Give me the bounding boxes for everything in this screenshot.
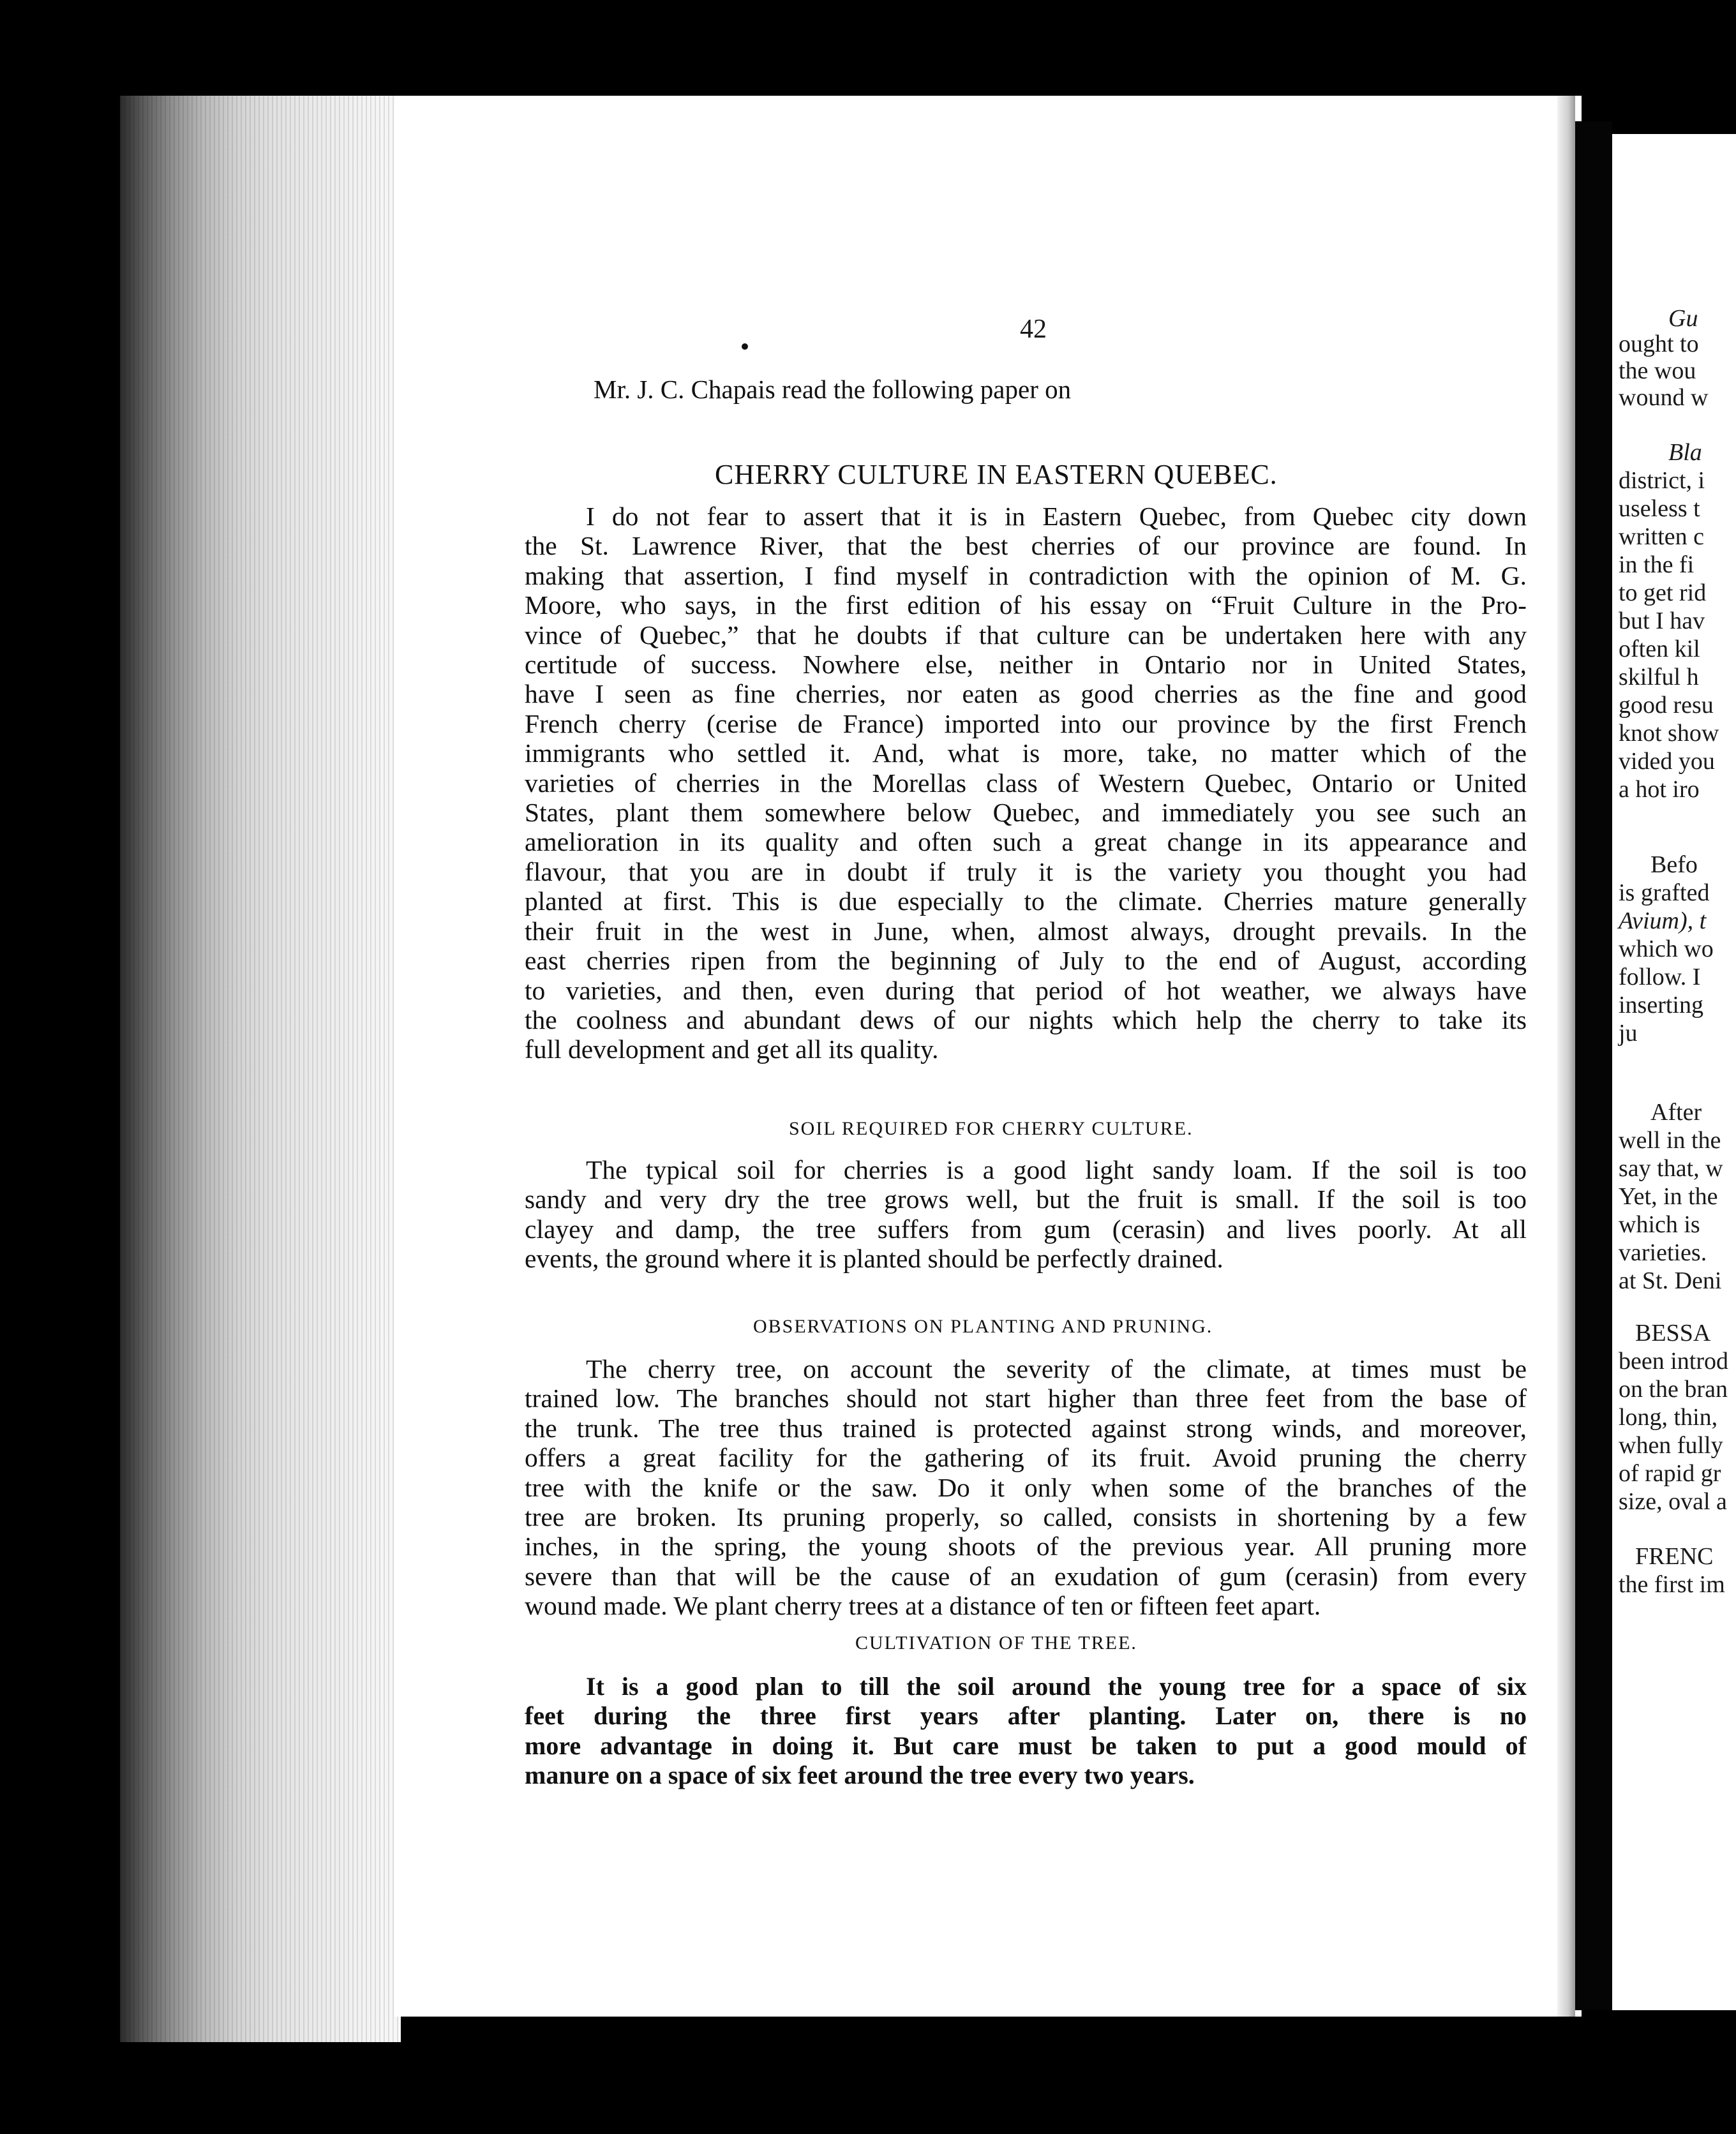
- facing-page-line: After: [1650, 1099, 1702, 1126]
- facing-page-line: vided you: [1619, 748, 1715, 775]
- text-line: the trunk. The tree thus trained is protected against strong winds, and moreover,: [525, 1413, 1527, 1443]
- paragraph-1: [525, 502, 1527, 1064]
- text-line: The cherry tree, on account the severity of the climate, at times must be: [586, 1354, 1527, 1384]
- facing-page-line: Befo: [1650, 851, 1698, 878]
- text-line: making that assertion, I find myself in contradiction with the opinion of M. G.: [525, 560, 1527, 590]
- facing-page-line: which is: [1619, 1211, 1700, 1238]
- facing-page-line: ought to: [1619, 331, 1699, 357]
- facing-page-line: in the fi: [1619, 551, 1695, 578]
- page-number: 42: [1020, 315, 1047, 344]
- text-line: trained low. The branches should not start higher than three feet from the base of: [525, 1384, 1527, 1414]
- facing-page-line: been introd: [1619, 1348, 1729, 1375]
- text-line: manure on a space of six feet around the tree every two years.: [525, 1761, 1195, 1790]
- section-heading-cultivation: CULTIVATION OF THE TREE.: [855, 1632, 1137, 1653]
- text-line: amelioration in its quality and often such a great change in its appearance and: [525, 827, 1527, 857]
- facing-page-line: a hot iro: [1619, 776, 1700, 803]
- facing-page-line: written c: [1619, 523, 1705, 550]
- ink-dot: [742, 343, 748, 350]
- text-line: the coolness and abundant dews of our nights which help the cherry to take its: [525, 1004, 1527, 1034]
- facing-page-line: BESSA: [1635, 1320, 1711, 1347]
- facing-page-line: inserting: [1619, 992, 1703, 1019]
- text-line: Moore, who says, in the first edition of his essay on “Fruit Culture in the Pro-: [525, 590, 1527, 620]
- text-line: sandy and very dry the tree grows well, but the fruit is small. If the soil is too: [525, 1184, 1527, 1214]
- text-line: east cherries ripen from the beginning of July to the end of August, according: [525, 946, 1527, 976]
- facing-page-line: FRENC: [1635, 1543, 1714, 1570]
- facing-page-line: when fully: [1619, 1432, 1723, 1459]
- facing-page-line: often kil: [1619, 636, 1700, 662]
- text-line: the St. Lawrence River, that the best cherries of our province are found. In: [525, 531, 1527, 561]
- text-line: French cherry (cerise de France) imported into our province by the first French: [525, 708, 1527, 738]
- facing-page-line: well in the: [1619, 1127, 1721, 1154]
- facing-page-line: on the bran: [1619, 1376, 1728, 1403]
- text-line: flavour, that you are in doubt if truly it is the variety you thought you had: [525, 856, 1527, 886]
- facing-page-line: say that, w: [1619, 1155, 1723, 1182]
- text-line: to varieties, and then, even during that period of hot weather, we always have: [525, 975, 1527, 1005]
- text-line: The typical soil for cherries is a good light sandy loam. If the soil is too: [586, 1155, 1527, 1184]
- facing-page-line: size, oval a: [1619, 1488, 1727, 1515]
- text-line: feet during the three first years after planting. Later on, there is no: [525, 1701, 1527, 1731]
- facing-page-line: follow. I: [1619, 964, 1701, 990]
- facing-page-line: Bla: [1668, 439, 1702, 466]
- facing-page-line: is grafted: [1619, 879, 1710, 906]
- facing-page: [1612, 134, 1736, 2010]
- text-line: clayey and damp, the tree suffers from gum (cerasin) and lives poorly. At all: [525, 1214, 1527, 1244]
- text-line: full development and get all its quality.: [525, 1034, 939, 1064]
- intro-line: Mr. J. C. Chapais read the following paper on: [594, 375, 1072, 404]
- text-line: severe than that will be the cause of an exudation of gum (cerasin) from every: [525, 1561, 1527, 1591]
- text-line: their fruit in the west in June, when, almost always, drought prevails. In the: [525, 916, 1527, 946]
- facing-page-line: the wou: [1619, 357, 1696, 384]
- facing-page-line: Avium), t: [1619, 907, 1707, 934]
- page-gutter-shadow: [1557, 96, 1575, 2017]
- paragraph-2: [525, 1155, 1527, 1274]
- text-line: vince of Quebec,” that he doubts if that culture can be undertaken here with any: [525, 620, 1527, 650]
- book-spine: [1575, 121, 1612, 2010]
- section-heading-soil: SOIL REQUIRED FOR CHERRY CULTURE.: [789, 1118, 1194, 1139]
- facing-page-line: but I hav: [1619, 608, 1705, 634]
- paragraph-3: [525, 1354, 1527, 1621]
- facing-page-line: Gu: [1668, 305, 1698, 332]
- text-line: planted at first. This is due especially to the climate. Cherries mature generally: [525, 886, 1527, 916]
- book-page-edges: [120, 96, 401, 2042]
- facing-page-line: at St. Deni: [1619, 1267, 1722, 1294]
- text-line: tree with the knife or the saw. Do it only when some of the branches of the: [525, 1472, 1527, 1502]
- paragraph-4: [525, 1672, 1527, 1791]
- section-heading-planting: OBSERVATIONS ON PLANTING AND PRUNING.: [753, 1316, 1213, 1337]
- text-line: inches, in the spring, the young shoots of the previous year. All pruning more: [525, 1532, 1527, 1562]
- facing-page-line: the first im: [1619, 1571, 1725, 1598]
- text-line: tree are broken. Its pruning properly, so called, consists in shortening by a few: [525, 1502, 1527, 1532]
- text-line: offers a great facility for the gathering of its fruit. Avoid pruning the cherry: [525, 1443, 1527, 1473]
- facing-page-line: long, thin,: [1619, 1404, 1718, 1431]
- text-line: have I seen as fine cherries, nor eaten as good cherries as the fine and good: [525, 679, 1527, 709]
- facing-page-line: useless t: [1619, 495, 1700, 522]
- facing-page-line: ju: [1619, 1020, 1638, 1047]
- facing-page-line: skilful h: [1619, 664, 1699, 690]
- text-line: events, the ground where it is planted should be perfectly drained.: [525, 1244, 1223, 1274]
- text-line: wound made. We plant cherry trees at a distance of ten or fifteen feet apart.: [525, 1591, 1321, 1621]
- facing-page-line: district, i: [1619, 467, 1705, 494]
- article-title: CHERRY CULTURE IN EASTERN QUEBEC.: [715, 459, 1278, 490]
- facing-page-line: wound w: [1619, 384, 1709, 411]
- text-line: immigrants who settled it. And, what is more, take, no matter which of the: [525, 738, 1527, 768]
- facing-page-line: to get rid: [1619, 579, 1707, 606]
- facing-page-line: varieties.: [1619, 1239, 1707, 1266]
- text-line: I do not fear to assert that it is in Eastern Quebec, from Quebec city down: [586, 502, 1527, 531]
- facing-page-line: good resu: [1619, 692, 1714, 719]
- facing-page-line: which wo: [1619, 936, 1714, 962]
- text-line: more advantage in doing it. But care must be taken to put a good mould of: [525, 1731, 1527, 1760]
- facing-page-line: Yet, in the: [1619, 1183, 1718, 1210]
- facing-page-line: knot show: [1619, 720, 1719, 747]
- text-line: varieties of cherries in the Morellas class of Western Quebec, Ontario or United: [525, 768, 1527, 798]
- text-line: States, plant them somewhere below Quebec, and immediately you see such an: [525, 798, 1527, 828]
- facing-page-line: of rapid gr: [1619, 1460, 1721, 1487]
- text-line: It is a good plan to till the soil around the young tree for a space of six: [586, 1672, 1527, 1701]
- text-line: certitude of success. Nowhere else, neither in Ontario nor in United States,: [525, 650, 1527, 680]
